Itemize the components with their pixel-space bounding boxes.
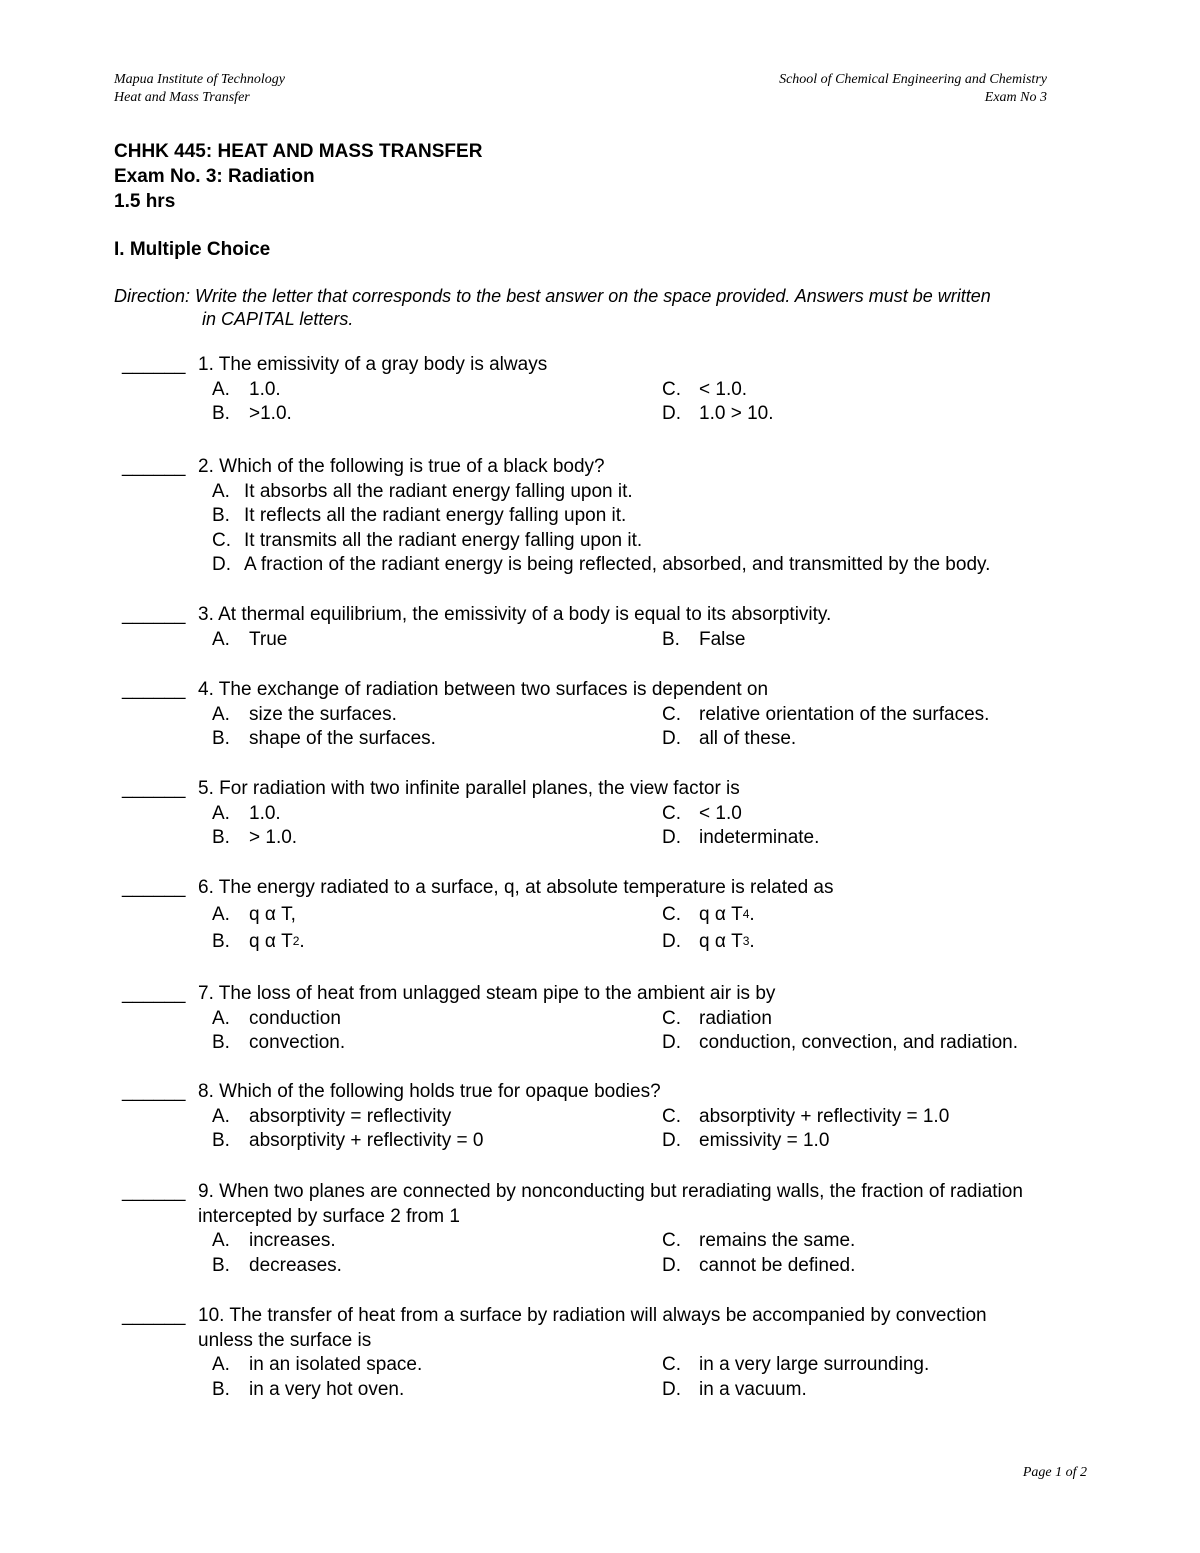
option-d: D. q α T 3 .	[662, 930, 755, 952]
question-text: The emissivity of a gray body is always	[218, 354, 548, 375]
question-text: When two planes are connected by nonconducting but reradiating walls, the fraction of radiation intercepted by surface 2 from 1	[198, 1181, 1023, 1227]
direction-text: Write the letter that corresponds to the best answer on the space provided. Answers must be written	[195, 286, 991, 306]
option-b: B. in a very hot oven.	[212, 1378, 405, 1400]
answer-blank[interactable]: ______	[122, 456, 186, 477]
question-text: The transfer of heat from a surface by radiation will always be accompanied by convection unless the surface is	[198, 1305, 987, 1351]
question-9	[122, 1180, 1122, 1278]
direction-continuation: in CAPITAL letters.	[202, 309, 354, 329]
question-number: 7.	[198, 983, 214, 1004]
option-d: D. A fraction of the radiant energy is being reflected, absorbed, and transmitted by the body.	[212, 554, 991, 575]
question-10	[122, 1304, 1122, 1402]
option-b: B. decreases.	[212, 1254, 342, 1276]
option-a: A. True	[212, 628, 288, 650]
question-3	[122, 603, 1122, 652]
option-b: B. absorptivity + reflectivity = 0	[212, 1130, 484, 1151]
exam-label: Exam No 3	[984, 90, 1047, 105]
option-c: C. < 1.0	[662, 802, 742, 824]
answer-blank[interactable]: ______	[122, 1181, 186, 1202]
option-b: B. shape of the surfaces.	[212, 728, 436, 749]
exam-duration: 1.5 hrs	[114, 191, 176, 212]
question-7	[122, 982, 1122, 1056]
question-text: The exchange of radiation between two surfaces is dependent on	[218, 679, 769, 700]
option-a: A. 1.0.	[212, 802, 281, 824]
exam-title: Exam No. 3: Radiation	[114, 166, 315, 187]
option-c: C. It transmits all the radiant energy falling upon it.	[212, 529, 643, 551]
option-b: B. It reflects all the radiant energy falling upon it.	[212, 505, 627, 526]
question-text: At thermal equilibrium, the emissivity of a body is equal to its absorptivity.	[218, 604, 832, 625]
school-name: School of Chemical Engineering and Chemistry	[779, 72, 1047, 87]
question-number: 8.	[198, 1081, 214, 1102]
answer-blank[interactable]: ______	[122, 354, 186, 375]
option-d: D. emissivity = 1.0	[662, 1130, 830, 1151]
direction-label: Direction:	[114, 286, 191, 306]
option-a: A. increases.	[212, 1230, 336, 1251]
option-c: C. < 1.0.	[662, 378, 748, 400]
answer-blank[interactable]: ______	[122, 1081, 186, 1102]
option-b: B. q α T 2 .	[212, 930, 305, 952]
course-title: CHHK 445: HEAT AND MASS TRANSFER	[114, 141, 483, 162]
question-number: 4.	[198, 679, 214, 700]
option-a: A. It absorbs all the radiant energy falling upon it.	[212, 480, 633, 502]
option-a: A. size the surfaces.	[212, 703, 397, 725]
question-text: For radiation with two infinite parallel planes, the view factor is	[219, 778, 740, 799]
question-8	[122, 1080, 1122, 1154]
option-c: C. absorptivity + reflectivity = 1.0	[662, 1105, 950, 1127]
answer-blank[interactable]: ______	[122, 877, 186, 898]
question-5	[122, 777, 1122, 851]
question-number: 2.	[198, 456, 214, 477]
question-text: Which of the following holds true for opaque bodies?	[219, 1081, 661, 1102]
section-heading: I. Multiple Choice	[114, 239, 271, 260]
course-subject: Heat and Mass Transfer	[114, 90, 250, 105]
option-d: D. conduction, convection, and radiation.	[662, 1032, 1018, 1053]
option-a: A. absorptivity = reflectivity	[212, 1105, 452, 1127]
answer-blank[interactable]: ______	[122, 983, 186, 1004]
answer-blank[interactable]: ______	[122, 679, 186, 700]
answer-blank[interactable]: ______	[122, 1305, 186, 1326]
page-number: Page 1 of 2	[1022, 1465, 1087, 1480]
option-b: B. >1.0.	[212, 403, 292, 424]
institution-name: Mapua Institute of Technology	[114, 72, 285, 87]
question-number: 9.	[198, 1181, 214, 1202]
question-number: 3.	[198, 604, 214, 625]
option-d: D. 1.0 > 10.	[662, 403, 774, 424]
question-4	[122, 678, 1122, 752]
exam-title-block	[114, 139, 482, 214]
question-number: 6.	[198, 877, 214, 898]
option-c: C. in a very large surrounding.	[662, 1354, 930, 1375]
option-a: A. in an isolated space.	[212, 1354, 423, 1375]
header-left	[114, 71, 285, 107]
question-2	[122, 455, 1122, 578]
option-c: C. remains the same.	[662, 1230, 856, 1251]
option-a: A. 1.0.	[212, 378, 281, 400]
question-text: The energy radiated to a surface, q, at absolute temperature is related as	[218, 877, 834, 898]
question-text: The loss of heat from unlagged steam pipe to the ambient air is by	[218, 983, 776, 1004]
directions	[114, 285, 1094, 331]
option-a: A. conduction	[212, 1007, 341, 1029]
option-d: D. indeterminate.	[662, 827, 820, 848]
question-text: Which of the following is true of a black body?	[219, 456, 605, 477]
question-number: 10.	[198, 1305, 225, 1326]
question-6	[122, 876, 1122, 955]
option-c: C. q α T 4 .	[662, 903, 755, 925]
question-number: 5.	[198, 778, 214, 799]
question-1	[122, 353, 1122, 427]
option-b: B. > 1.0.	[212, 827, 298, 848]
option-c: C. relative orientation of the surfaces.	[662, 703, 990, 725]
option-d: D. in a vacuum.	[662, 1378, 807, 1400]
option-d: D. all of these.	[662, 728, 797, 749]
answer-blank[interactable]: ______	[122, 604, 186, 625]
option-c: C. radiation	[662, 1007, 772, 1029]
option-b: B. False	[662, 628, 746, 650]
header-right	[779, 71, 1047, 107]
question-number: 1.	[198, 354, 214, 375]
option-a: A. q α T,	[212, 903, 296, 925]
option-d: D. cannot be defined.	[662, 1254, 856, 1276]
answer-blank[interactable]: ______	[122, 778, 186, 799]
option-b: B. convection.	[212, 1032, 346, 1053]
